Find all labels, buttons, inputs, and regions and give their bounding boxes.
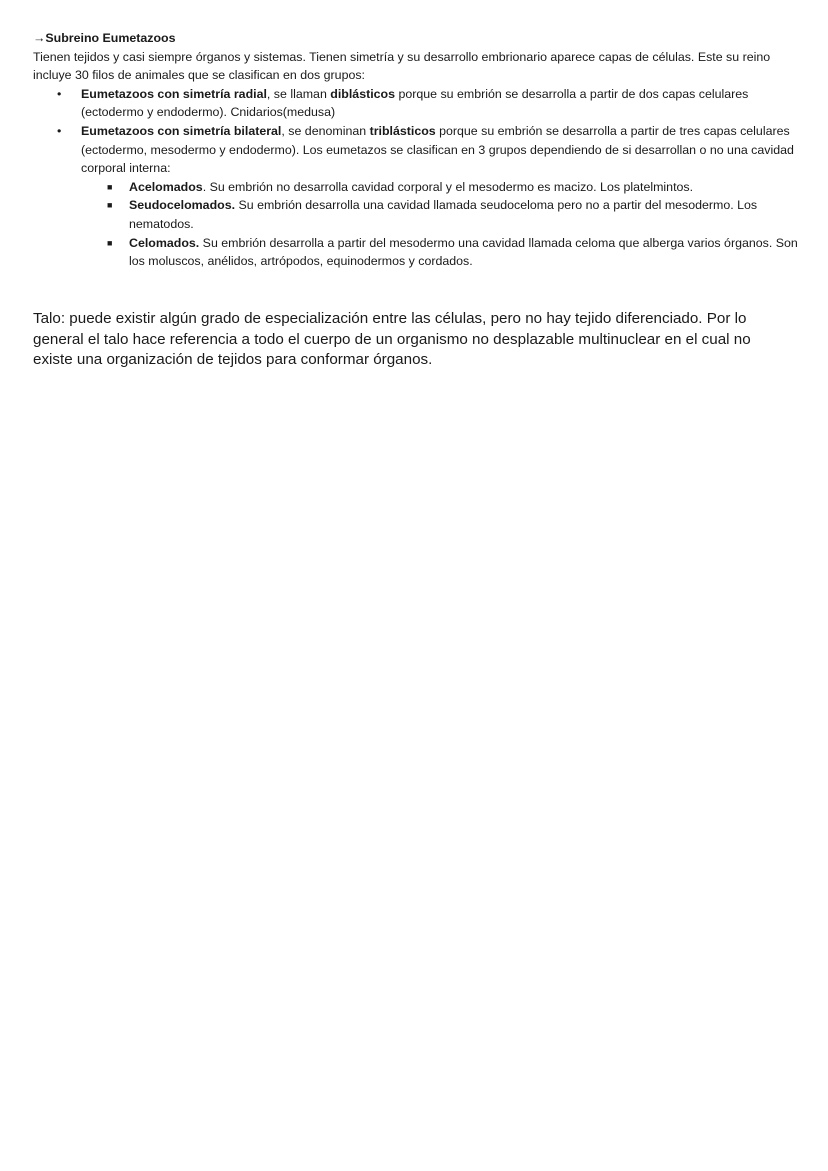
square-bullet-icon: ■ <box>107 237 113 248</box>
section-heading <box>33 29 803 48</box>
group-term-bold: diblásticos <box>330 86 396 101</box>
bullet-icon: • <box>57 86 62 101</box>
group-text: , se denominan <box>281 123 370 138</box>
list-item <box>33 122 803 271</box>
sublist-item <box>81 178 803 197</box>
subgroup-text: Su embrión desarrolla a partir del mesodermo una cavidad llamada celoma que alberga varios órganos. Son los moluscos, anélidos, artrópodos, equinodermos y cordados. <box>129 235 798 269</box>
subgroup-text: Su embrión desarrolla una cavidad llamada seudoceloma pero no a partir del mesodermo. Los nematodos. <box>129 198 758 231</box>
intro-paragraph: Tienen tejidos y casi siempre órganos y sistemas. Tienen simetría y su desarrollo embrionario aparece capas de células. Este su reino incluye 30 filos de animales que se clasifican en dos grupos: <box>33 49 771 83</box>
list-item <box>33 85 803 122</box>
bullet-icon: • <box>57 123 62 138</box>
group-text: porque su embrión se desarrolla a partir de tres capas celulares (ectodermo, mesodermo y endodermo). Los eumetazos se clasifican en 3 grupos dependiendo de si desarrollan o no una cavidad corporal interna: <box>81 123 794 176</box>
arrow-right-icon: → <box>33 31 46 45</box>
square-bullet-icon: ■ <box>107 200 113 211</box>
group-lead-bold: Eumetazoos con simetría radial <box>81 86 267 101</box>
group-text: porque su embrión se desarrolla a partir de dos capas celulares (ectodermo y endodermo). Cnidarios(medusa) <box>81 86 749 120</box>
subgroup-bold: Celomados. <box>129 235 200 250</box>
subgroup-bold: Acelomados <box>129 179 203 194</box>
group-term-bold: triblásticos <box>369 123 436 138</box>
talo-paragraph: Talo: puede existir algún grado de especialización entre las células, pero no hay tejido diferenciado. Por lo general el talo hace referencia a todo el cuerpo de un organismo no desplazable multinuclear en el cual no existe una organización de tejidos para conformar órganos. <box>33 310 751 368</box>
subgroups-list <box>81 178 803 271</box>
subgroup-text: . Su embrión no desarrolla cavidad corporal y el mesodermo es macizo. Los platelmintos. <box>202 179 694 194</box>
groups-list <box>33 85 803 271</box>
group-text: , se llaman <box>266 86 331 101</box>
sublist-item <box>81 196 803 233</box>
square-bullet-icon: ■ <box>107 181 113 192</box>
document-page <box>33 29 803 271</box>
eumetazoos-section <box>33 29 803 271</box>
section-title: Subreino Eumetazoos <box>45 31 176 45</box>
group-lead-bold: Eumetazoos con simetría bilateral <box>81 123 282 138</box>
sublist-item <box>81 234 803 271</box>
subgroup-bold: Seudocelomados. <box>129 198 236 213</box>
